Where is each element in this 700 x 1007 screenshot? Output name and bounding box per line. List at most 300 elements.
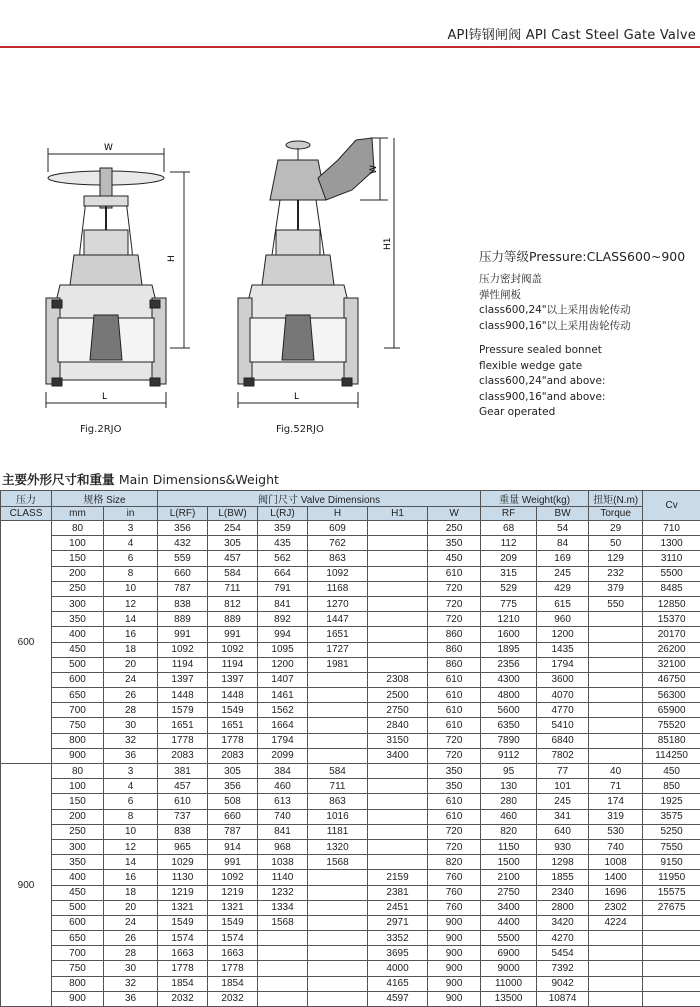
table-cell: 660 [208, 809, 258, 824]
table-cell: 254 [208, 521, 258, 536]
table-cell: 550 [589, 596, 643, 611]
table-cell: 610 [428, 718, 481, 733]
table-cell: 1321 [158, 900, 208, 915]
table-cell: 750 [52, 961, 104, 976]
table-cell: 5410 [537, 718, 589, 733]
table-cell: 10 [104, 824, 158, 839]
table-cell: 381 [158, 764, 208, 779]
table-row [1, 521, 700, 536]
table-row [1, 855, 700, 870]
table-cell: 5454 [537, 946, 589, 961]
table-cell: 991 [158, 627, 208, 642]
table-cell: 15370 [643, 612, 700, 627]
table-cell: 1092 [208, 870, 258, 885]
table-cell: 584 [308, 764, 368, 779]
table-cell [258, 931, 308, 946]
table-cell: 3575 [643, 809, 700, 824]
table-cell: 2451 [368, 900, 428, 915]
table-cell: 6 [104, 794, 158, 809]
table-cell: 1727 [308, 642, 368, 657]
table-cell: 562 [258, 551, 308, 566]
table-cell: 787 [158, 581, 208, 596]
table-cell: 889 [158, 612, 208, 627]
table-cell: 1140 [258, 870, 308, 885]
table-cell: 664 [258, 566, 308, 581]
table-cell: 129 [589, 551, 643, 566]
table-cell [589, 688, 643, 703]
table-cell: 2840 [368, 718, 428, 733]
table-cell: 2356 [481, 657, 537, 672]
table-cell: 1664 [258, 718, 308, 733]
table-cell: 710 [643, 521, 700, 536]
table-row [1, 824, 700, 839]
table-cell: 613 [258, 794, 308, 809]
table-cell: 610 [428, 809, 481, 824]
table-cell: 5250 [643, 824, 700, 839]
table-cell: 3420 [537, 915, 589, 930]
fig2-dim-l: L [294, 392, 299, 402]
table-cell: 80 [52, 521, 104, 536]
table-cell: 1038 [258, 855, 308, 870]
table-cell: 1579 [158, 703, 208, 718]
table-cell: 860 [428, 627, 481, 642]
table-cell: 3110 [643, 551, 700, 566]
table-cell: 914 [208, 839, 258, 854]
table-cell: 7890 [481, 733, 537, 748]
table-cell: 4300 [481, 672, 537, 687]
table-cell: 28 [104, 946, 158, 961]
table-cell: 3400 [481, 900, 537, 915]
table-cell: 841 [258, 824, 308, 839]
table-cell: 1092 [308, 566, 368, 581]
table-cell: 2159 [368, 870, 428, 885]
table-cell: 1651 [158, 718, 208, 733]
table-cell: 1663 [208, 946, 258, 961]
header-class-cn: 压力 [1, 491, 52, 507]
table-cell: 6900 [481, 946, 537, 961]
table-cell: 1400 [589, 870, 643, 885]
table-cell: 791 [258, 581, 308, 596]
table-cell: 900 [52, 748, 104, 763]
table-cell: 1794 [258, 733, 308, 748]
fig1-dim-w: W [104, 143, 113, 153]
fig1-dim-h: H [167, 255, 177, 262]
table-cell: 1500 [481, 855, 537, 870]
page-header-title: API铸钢闸阀 API Cast Steel Gate Valve [447, 24, 696, 43]
table-cell: 720 [428, 824, 481, 839]
table-cell: 18 [104, 642, 158, 657]
table-cell: 1855 [537, 870, 589, 885]
table-cell: 26 [104, 688, 158, 703]
table-cell: 305 [208, 536, 258, 551]
table-cell: 32100 [643, 657, 700, 672]
table-cell: 8 [104, 566, 158, 581]
table-cell: 40 [589, 764, 643, 779]
table-cell: 2100 [481, 870, 537, 885]
table-cell: 3 [104, 764, 158, 779]
table-cell: 3695 [368, 946, 428, 961]
table-cell: 65900 [643, 703, 700, 718]
table-cell: 341 [537, 809, 589, 824]
fig-caption-52rjo: Fig.52RJO [276, 424, 324, 435]
table-cell: 14 [104, 855, 158, 870]
table-cell: 1194 [208, 657, 258, 672]
table-cell: 1778 [158, 961, 208, 976]
table-cell: 26 [104, 931, 158, 946]
table-cell: 101 [537, 779, 589, 794]
table-cell: 711 [308, 779, 368, 794]
table-cell [589, 703, 643, 718]
table-cell: 1008 [589, 855, 643, 870]
table-row [1, 976, 700, 991]
table-cell: 1435 [537, 642, 589, 657]
table-cell: 29 [589, 521, 643, 536]
section-title [2, 470, 279, 488]
table-cell: 1334 [258, 900, 308, 915]
note-cn-line: 压力密封阀盖 [479, 272, 631, 288]
table-cell: 760 [428, 870, 481, 885]
table-cell: 700 [52, 946, 104, 961]
table-cell: 10874 [537, 991, 589, 1006]
table-cell: 36 [104, 748, 158, 763]
table-cell: 12 [104, 839, 158, 854]
table-cell: 760 [428, 900, 481, 915]
table-cell [368, 642, 428, 657]
table-cell: 615 [537, 596, 589, 611]
table-cell: 36 [104, 991, 158, 1006]
fig2-dim-w: W [369, 165, 379, 174]
table-cell [368, 551, 428, 566]
table-cell: 812 [208, 596, 258, 611]
table-cell [589, 672, 643, 687]
table-cell [308, 885, 368, 900]
table-cell: 892 [258, 612, 308, 627]
note-cn-line: class900,16"以上采用齿轮传动 [479, 319, 631, 335]
table-cell: 860 [428, 642, 481, 657]
table-cell [589, 946, 643, 961]
table-cell: 838 [158, 824, 208, 839]
table-cell: 711 [208, 581, 258, 596]
table-row [1, 779, 700, 794]
table-cell: 12850 [643, 596, 700, 611]
table-cell: 1150 [481, 839, 537, 854]
table-cell: 1320 [308, 839, 368, 854]
table-cell: 169 [537, 551, 589, 566]
table-row [1, 718, 700, 733]
table-cell: 584 [208, 566, 258, 581]
table-cell: 10 [104, 581, 158, 596]
table-cell: 1574 [158, 931, 208, 946]
table-cell [589, 961, 643, 976]
table-cell: 56300 [643, 688, 700, 703]
table-cell: 1016 [308, 809, 368, 824]
table-row [1, 748, 700, 763]
header-lrj: L(RJ) [258, 507, 308, 521]
table-cell: 100 [52, 536, 104, 551]
table-cell: 900 [428, 915, 481, 930]
table-cell [308, 946, 368, 961]
table-cell: 20 [104, 657, 158, 672]
header-rf: RF [481, 507, 537, 521]
table-row [1, 551, 700, 566]
class-cell: 600 [1, 521, 52, 764]
table-cell: 305 [208, 764, 258, 779]
table-cell: 20170 [643, 627, 700, 642]
fig-52rjo-drawing [238, 138, 400, 408]
table-cell: 68 [481, 521, 537, 536]
table-cell [368, 657, 428, 672]
header-lbw: L(BW) [208, 507, 258, 521]
table-cell: 28 [104, 703, 158, 718]
table-cell: 4597 [368, 991, 428, 1006]
table-cell [589, 931, 643, 946]
table-cell: 740 [258, 809, 308, 824]
table-cell: 2500 [368, 688, 428, 703]
table-cell [589, 642, 643, 657]
table-cell: 1092 [158, 642, 208, 657]
table-cell: 350 [52, 855, 104, 870]
table-cell: 610 [428, 688, 481, 703]
table-cell: 4165 [368, 976, 428, 991]
table-cell: 16 [104, 627, 158, 642]
table-cell: 1130 [158, 870, 208, 885]
table-cell: 4270 [537, 931, 589, 946]
header-lrf: L(RF) [158, 507, 208, 521]
table-cell: 359 [258, 521, 308, 536]
table-cell: 800 [52, 976, 104, 991]
table-cell: 1200 [537, 627, 589, 642]
table-cell: 26200 [643, 642, 700, 657]
table-cell: 820 [428, 855, 481, 870]
table-cell: 720 [428, 612, 481, 627]
table-cell: 6840 [537, 733, 589, 748]
table-cell: 559 [158, 551, 208, 566]
table-cell: 9112 [481, 748, 537, 763]
fig2-dim-h1: H1 [383, 238, 393, 251]
table-row [1, 946, 700, 961]
table-cell: 4400 [481, 915, 537, 930]
table-cell: 435 [258, 536, 308, 551]
table-row [1, 931, 700, 946]
table-cell: 46750 [643, 672, 700, 687]
table-cell: 432 [158, 536, 208, 551]
table-cell [258, 976, 308, 991]
table-cell: 900 [428, 976, 481, 991]
table-cell: 1300 [643, 536, 700, 551]
table-cell [368, 839, 428, 854]
table-cell [368, 794, 428, 809]
table-row [1, 961, 700, 976]
table-row [1, 809, 700, 824]
table-cell: 24 [104, 915, 158, 930]
table-cell [589, 612, 643, 627]
table-cell: 610 [428, 794, 481, 809]
table-cell: 529 [481, 581, 537, 596]
table-cell: 750 [52, 718, 104, 733]
table-cell: 8485 [643, 581, 700, 596]
table-cell: 1447 [308, 612, 368, 627]
fig-caption-2rjo: Fig.2RJO [80, 424, 121, 435]
table-cell: 820 [481, 824, 537, 839]
table-cell: 500 [52, 900, 104, 915]
table-cell: 460 [258, 779, 308, 794]
table-cell: 300 [52, 839, 104, 854]
header-dimensions: 阀门尺寸 Valve Dimensions [158, 491, 481, 507]
table-cell: 1232 [258, 885, 308, 900]
table-cell [368, 627, 428, 642]
notes-english [479, 343, 605, 421]
table-cell [368, 596, 428, 611]
table-cell: 841 [258, 596, 308, 611]
table-cell: 450 [428, 551, 481, 566]
header-bw: BW [537, 507, 589, 521]
note-cn-line: class600,24"以上采用齿轮传动 [479, 303, 631, 319]
table-cell: 3 [104, 521, 158, 536]
table-cell [368, 855, 428, 870]
table-cell: 991 [208, 855, 258, 870]
table-cell: 30 [104, 961, 158, 976]
table-cell: 2302 [589, 900, 643, 915]
table-cell: 232 [589, 566, 643, 581]
table-cell: 1194 [158, 657, 208, 672]
table-cell: 11950 [643, 870, 700, 885]
note-cn-line: 弹性闸板 [479, 288, 631, 304]
table-cell: 356 [208, 779, 258, 794]
table-cell [308, 976, 368, 991]
table-cell: 500 [52, 657, 104, 672]
table-cell: 7392 [537, 961, 589, 976]
table-cell [368, 581, 428, 596]
table-cell: 991 [208, 627, 258, 642]
table-cell: 384 [258, 764, 308, 779]
table-row [1, 536, 700, 551]
table-cell: 1210 [481, 612, 537, 627]
table-cell: 3352 [368, 931, 428, 946]
table-cell: 1854 [208, 976, 258, 991]
table-cell: 2381 [368, 885, 428, 900]
note-en-line: Gear operated [479, 405, 605, 421]
table-cell: 54 [537, 521, 589, 536]
table-cell: 80 [52, 764, 104, 779]
table-cell: 530 [589, 824, 643, 839]
table-cell [589, 976, 643, 991]
table-cell: 9000 [481, 961, 537, 976]
table-cell: 450 [52, 885, 104, 900]
table-cell: 100 [52, 779, 104, 794]
table-row [1, 794, 700, 809]
table-cell: 600 [52, 672, 104, 687]
table-row [1, 627, 700, 642]
table-cell: 9042 [537, 976, 589, 991]
table-cell: 1663 [158, 946, 208, 961]
table-row [1, 900, 700, 915]
table-cell: 1549 [208, 915, 258, 930]
table-cell: 4000 [368, 961, 428, 976]
table-cell [308, 931, 368, 946]
table-cell: 610 [428, 703, 481, 718]
table-cell: 1448 [208, 688, 258, 703]
table-cell: 610 [428, 672, 481, 687]
table-cell: 2750 [481, 885, 537, 900]
table-cell: 900 [52, 991, 104, 1006]
table-cell: 740 [589, 839, 643, 854]
table-cell: 762 [308, 536, 368, 551]
table-cell: 4224 [589, 915, 643, 930]
table-cell: 900 [428, 946, 481, 961]
table-cell: 610 [158, 794, 208, 809]
header-weight: 重量 Weight(kg) [481, 491, 589, 507]
table-cell [258, 961, 308, 976]
table-cell: 16 [104, 870, 158, 885]
table-cell: 174 [589, 794, 643, 809]
table-cell: 112 [481, 536, 537, 551]
table-cell: 2083 [158, 748, 208, 763]
pressure-class-title: 压力等级Pressure:CLASS600~900 [479, 247, 685, 265]
table-cell: 640 [537, 824, 589, 839]
table-row [1, 733, 700, 748]
section-title-en: Main Dimensions&Weight [119, 472, 279, 487]
table-cell: 400 [52, 627, 104, 642]
table-cell: 960 [537, 612, 589, 627]
table-cell [308, 718, 368, 733]
table-row [1, 688, 700, 703]
table-row [1, 596, 700, 611]
table-cell: 860 [428, 657, 481, 672]
table-cell: 720 [428, 581, 481, 596]
table-cell: 900 [428, 991, 481, 1006]
table-cell [368, 764, 428, 779]
table-cell: 2032 [208, 991, 258, 1006]
table-cell: 350 [428, 536, 481, 551]
table-cell: 1095 [258, 642, 308, 657]
table-cell: 280 [481, 794, 537, 809]
table-cell [308, 915, 368, 930]
table-cell: 460 [481, 809, 537, 824]
table-cell [643, 931, 700, 946]
table-cell [308, 672, 368, 687]
table-cell [308, 961, 368, 976]
table-cell: 11000 [481, 976, 537, 991]
table-cell: 8 [104, 809, 158, 824]
table-cell: 1794 [537, 657, 589, 672]
table-cell: 700 [52, 703, 104, 718]
note-en-line: flexible wedge gate [479, 359, 605, 375]
table-cell: 114250 [643, 748, 700, 763]
table-cell [589, 657, 643, 672]
header-h: H [308, 507, 368, 521]
note-en-line: class600,24"and above: [479, 374, 605, 390]
table-cell [589, 627, 643, 642]
table-cell: 12 [104, 596, 158, 611]
table-cell: 379 [589, 581, 643, 596]
notes-chinese [479, 272, 631, 334]
table-cell: 75520 [643, 718, 700, 733]
table-cell: 200 [52, 809, 104, 824]
table-cell [368, 566, 428, 581]
table-cell: 2032 [158, 991, 208, 1006]
table-cell: 1448 [158, 688, 208, 703]
table-row [1, 703, 700, 718]
table-cell: 1574 [208, 931, 258, 946]
table-cell: 737 [158, 809, 208, 824]
table-row [1, 764, 700, 779]
table-cell: 130 [481, 779, 537, 794]
table-cell: 450 [643, 764, 700, 779]
table-cell: 1321 [208, 900, 258, 915]
table-cell: 6350 [481, 718, 537, 733]
table-cell: 9150 [643, 855, 700, 870]
class-cell: 900 [1, 764, 52, 1007]
